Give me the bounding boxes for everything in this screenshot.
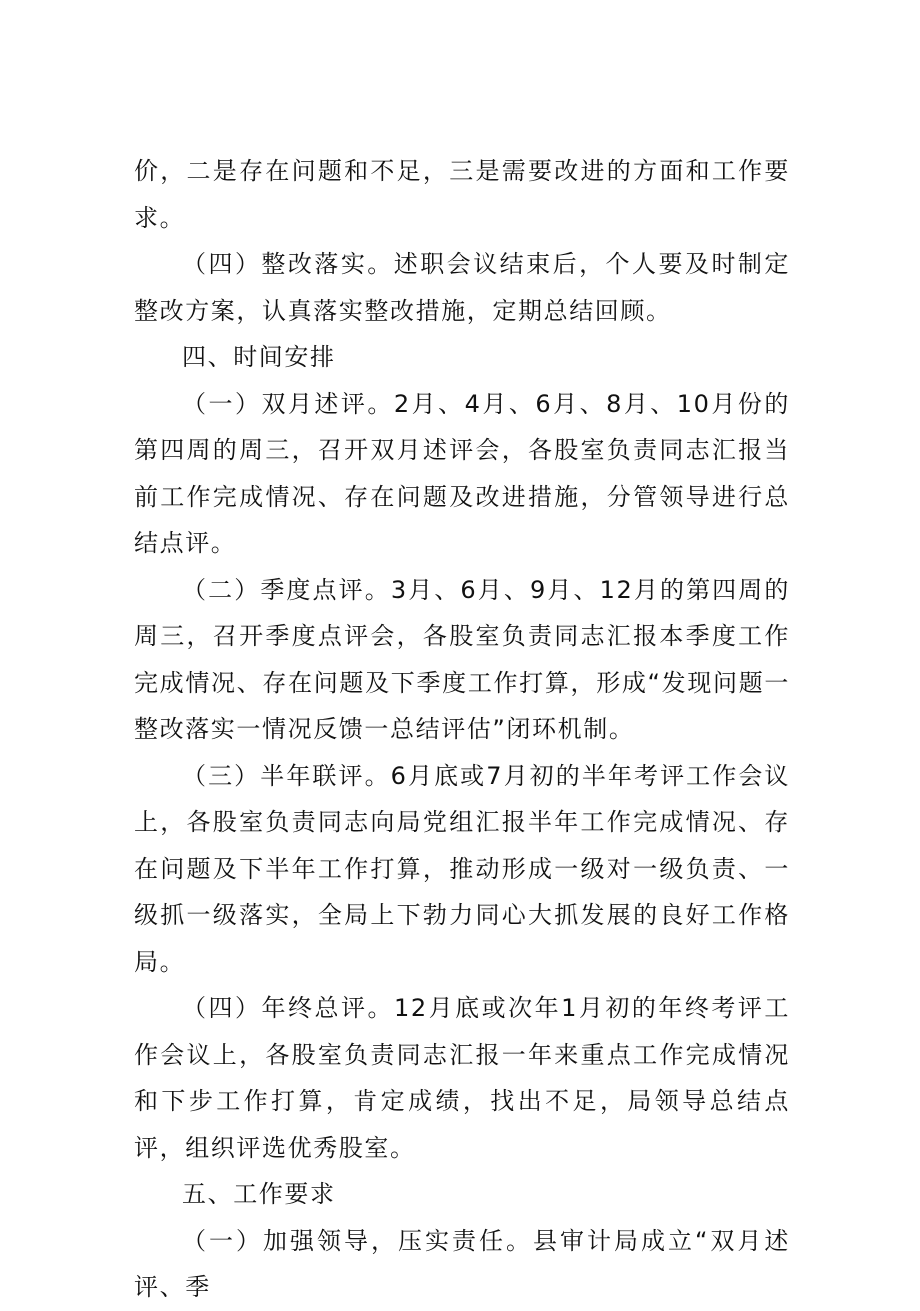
section-heading-requirements: 五、工作要求 [182, 1180, 336, 1208]
paragraph-bimonthly-review: （一）双月述评。2月、4月、6月、8月、10月份的第四周的周三，召开双月述评会，各股室负责同志汇报当前工作完成情况、存在问题及改进措施，分管领导进行总结点评。 [134, 389, 790, 557]
paragraph-halfyear-review: （三）半年联评。6月底或7月初的半年考评工作会议上，各股室负责同志向局党组汇报半年工作完成情况、存在问题及下半年工作打算，推动形成一级对一级负责、一级抓一级落实，全局上下勃力同心大抓发展的良好工作格局。 [134, 761, 790, 976]
section-heading-schedule: 四、时间安排 [182, 343, 336, 371]
paragraph-yearend-review: （四）年终总评。12月底或次年1月初的年终考评工作会议上，各股室负责同志汇报一年来重点工作完成情况和下步工作打算，肯定成绩，找出不足，局领导总结点评，组织评选优秀股室。 [134, 994, 790, 1162]
paragraph-leadership: （一）加强领导，压实责任。县审计局成立“双月述评、季 [134, 1226, 790, 1301]
document-body [134, 148, 790, 1311]
paragraph-rectification: （四）整改落实。述职会议结束后，个人要及时制定整改方案，认真落实整改措施，定期总结回顾。 [134, 250, 790, 325]
paragraph-continuation: 价，二是存在问题和不足，三是需要改进的方面和工作要求。 [134, 157, 790, 232]
paragraph-quarterly-review: （二）季度点评。3月、6月、9月、12月的第四周的周三，召开季度点评会，各股室负责同志汇报本季度工作完成情况、存在问题及下季度工作打算，形成“发现问题一整改落实一情况反馈一总结评估”闭环机制。 [134, 575, 790, 743]
